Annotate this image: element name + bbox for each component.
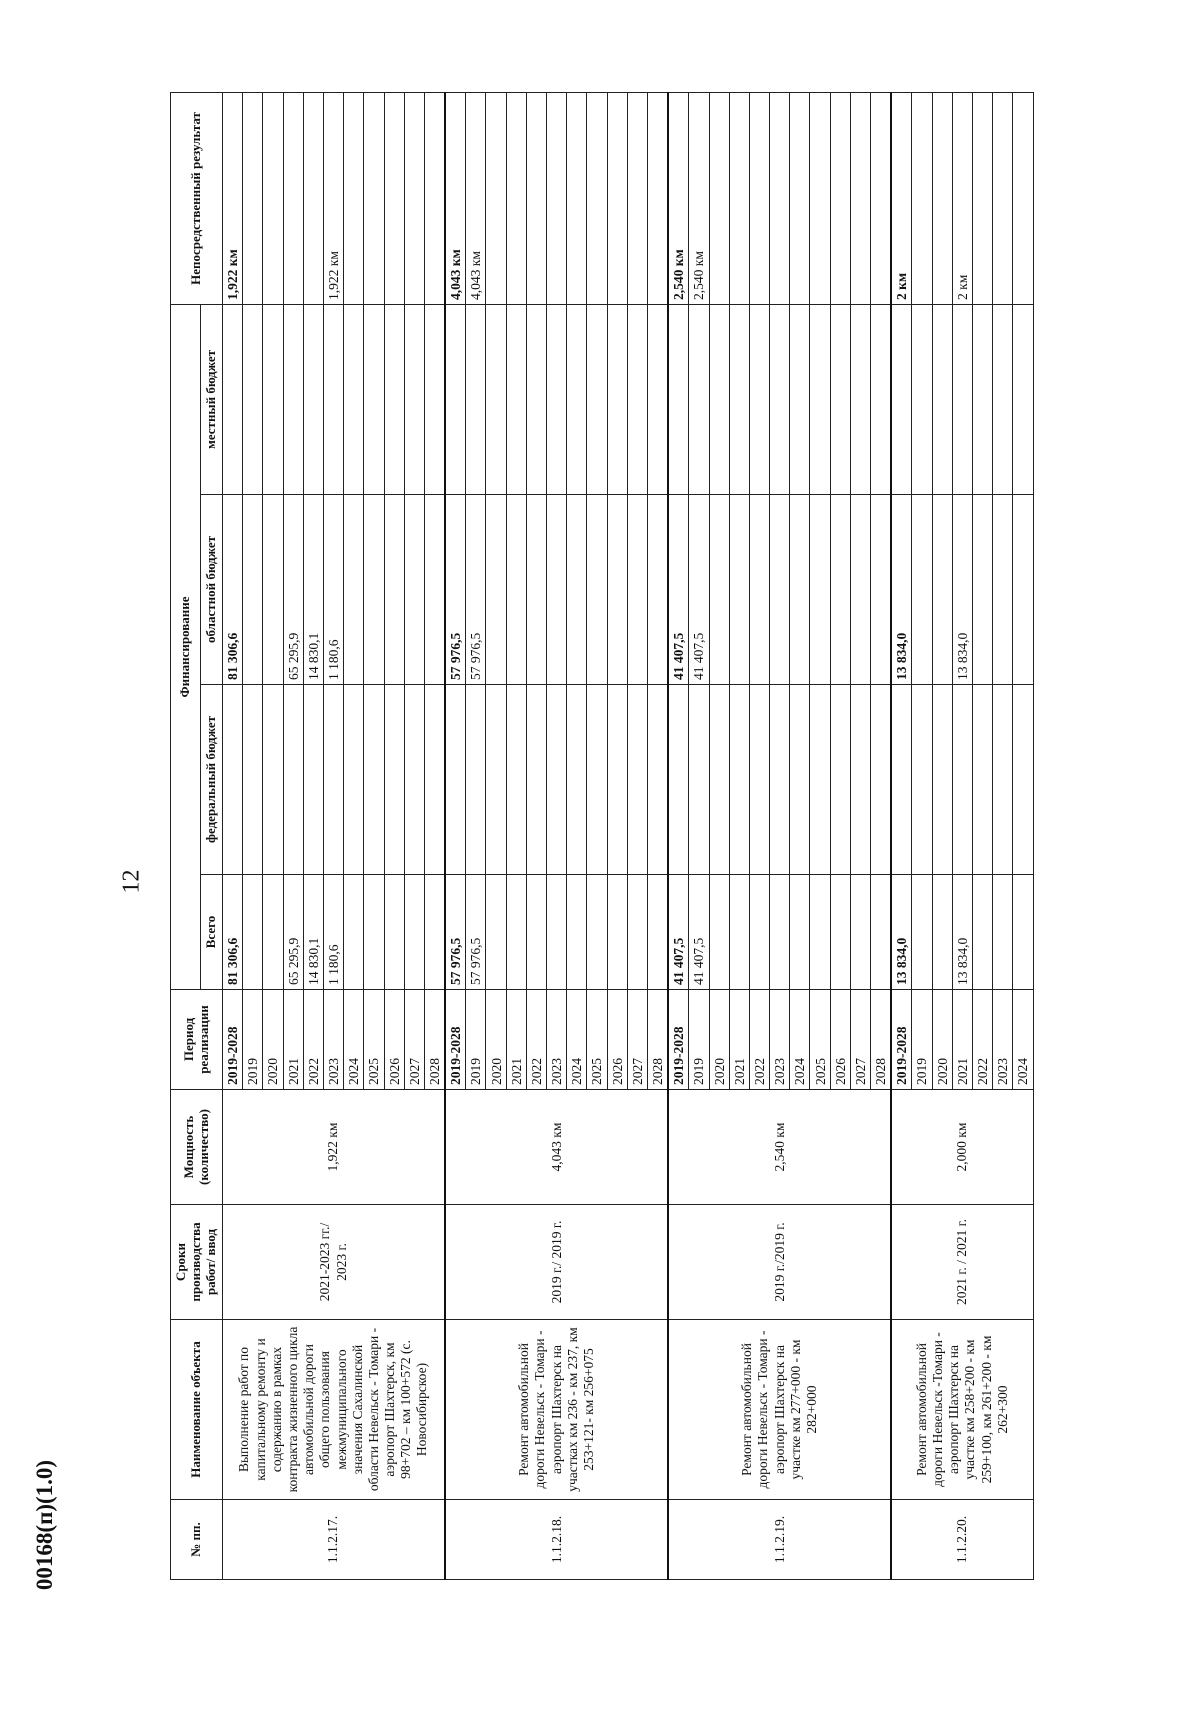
table-row: [891, 92, 912, 1579]
result-cell: [1013, 92, 1033, 304]
total-cell: 57 976,5: [466, 875, 486, 990]
result-cell: [384, 92, 404, 304]
local-cell: [850, 304, 870, 494]
period-cell: 2025: [810, 990, 830, 1090]
total-cell: [912, 875, 932, 990]
period-cell: 2023: [323, 990, 343, 1090]
period-cell: 2020: [932, 990, 952, 1090]
federal-cell: [263, 685, 283, 875]
result-cell: [486, 92, 506, 304]
period-cell: 2019-2028: [668, 990, 689, 1090]
regional-cell: 1 180,6: [323, 495, 343, 685]
federal-cell: [364, 685, 384, 875]
total-cell: [709, 875, 729, 990]
local-cell: [486, 304, 506, 494]
table-container: [170, 93, 1031, 1580]
local-cell: [729, 304, 749, 494]
result-cell: [607, 92, 627, 304]
total-cell: [263, 875, 283, 990]
header-federal: федеральный бюджет: [201, 685, 223, 875]
header-financing: Финансирование: [171, 304, 201, 989]
header-period: Период реализации: [171, 990, 223, 1090]
object-dates: 2021-2023 гг./ 2023 г.: [223, 1205, 446, 1320]
federal-cell: [790, 685, 810, 875]
local-cell: [993, 304, 1013, 494]
regional-cell: [871, 495, 892, 685]
result-cell: [790, 92, 810, 304]
result-cell: [627, 92, 647, 304]
federal-cell: [486, 685, 506, 875]
total-cell: [932, 875, 952, 990]
regional-cell: [790, 495, 810, 685]
result-cell: 1,922 км: [323, 92, 343, 304]
period-cell: 2020: [486, 990, 506, 1090]
period-cell: 2028: [647, 990, 668, 1090]
period-cell: 2019: [466, 990, 486, 1090]
local-cell: [263, 304, 283, 494]
federal-cell: [850, 685, 870, 875]
header-capacity: Мощность (количество): [171, 1090, 223, 1205]
regional-cell: [647, 495, 668, 685]
document-code: 00168(п)(1.0): [32, 1459, 57, 1591]
header-dates: Сроки производства работ/ ввод: [171, 1205, 223, 1320]
total-cell: [567, 875, 587, 990]
local-cell: [323, 304, 343, 494]
total-cell: [1013, 875, 1033, 990]
period-cell: 2022: [526, 990, 546, 1090]
regional-cell: [932, 495, 952, 685]
local-cell: [243, 304, 263, 494]
object-number: 1.1.2.19.: [668, 1500, 891, 1580]
total-cell: [547, 875, 567, 990]
result-cell: [344, 92, 364, 304]
regional-cell: [526, 495, 546, 685]
regional-cell: [506, 495, 526, 685]
object-name: Выполнение работ по капитальному ремонту и содержанию в рамках контракта жизненного цикла автомобильной дороги общего пользования межмуниципального значения Сахалинской области Невельск - Томари - аэропорт Шахтерск, км 98+702 – км 100+572 (с. Новосибирское): [223, 1320, 446, 1500]
federal-cell: [283, 685, 303, 875]
local-cell: [689, 304, 709, 494]
federal-cell: [587, 685, 607, 875]
federal-cell: [323, 685, 343, 875]
object-dates: 2019 г./ 2019 г.: [445, 1205, 668, 1320]
federal-cell: [932, 685, 952, 875]
federal-cell: [567, 685, 587, 875]
header-name: Наименование объекта: [171, 1320, 223, 1500]
local-cell: [627, 304, 647, 494]
local-cell: [567, 304, 587, 494]
result-cell: [567, 92, 587, 304]
federal-cell: [689, 685, 709, 875]
local-cell: [424, 304, 445, 494]
federal-cell: [830, 685, 850, 875]
period-cell: 2026: [830, 990, 850, 1090]
local-cell: [506, 304, 526, 494]
regional-cell: [344, 495, 364, 685]
federal-cell: [303, 685, 323, 875]
total-cell: [404, 875, 424, 990]
total-cell: [526, 875, 546, 990]
result-cell: 4,043 км: [445, 92, 466, 304]
period-cell: 2022: [303, 990, 323, 1090]
period-cell: 2028: [871, 990, 892, 1090]
regional-cell: [709, 495, 729, 685]
header-total: Всего: [201, 875, 223, 990]
object-dates: 2021 г. / 2021 г.: [891, 1205, 1033, 1320]
federal-cell: [607, 685, 627, 875]
period-cell: 2022: [749, 990, 769, 1090]
period-cell: 2019: [689, 990, 709, 1090]
object-number: 1.1.2.17.: [223, 1500, 446, 1580]
regional-cell: [486, 495, 506, 685]
total-cell: 1 180,6: [323, 875, 343, 990]
result-cell: [993, 92, 1013, 304]
period-cell: 2020: [709, 990, 729, 1090]
result-cell: 2,540 км: [668, 92, 689, 304]
local-cell: [364, 304, 384, 494]
total-cell: [790, 875, 810, 990]
local-cell: [871, 304, 892, 494]
period-cell: 2021: [506, 990, 526, 1090]
total-cell: 65 295,9: [283, 875, 303, 990]
local-cell: [344, 304, 364, 494]
period-cell: 2019-2028: [223, 990, 243, 1090]
table-row: [223, 92, 243, 1579]
regional-cell: 13 834,0: [952, 495, 972, 685]
result-cell: [506, 92, 526, 304]
federal-cell: [810, 685, 830, 875]
result-cell: [830, 92, 850, 304]
federal-cell: [223, 685, 243, 875]
period-cell: 2024: [790, 990, 810, 1090]
period-cell: 2028: [424, 990, 445, 1090]
total-cell: [749, 875, 769, 990]
table-body: [223, 92, 1034, 1579]
result-cell: [547, 92, 567, 304]
local-cell: [384, 304, 404, 494]
total-cell: [587, 875, 607, 990]
local-cell: [404, 304, 424, 494]
period-cell: 2019-2028: [445, 990, 466, 1090]
local-cell: [709, 304, 729, 494]
header-num: № пп.: [171, 1500, 223, 1580]
result-cell: [871, 92, 892, 304]
rotated-table: [170, 93, 1031, 1580]
regional-cell: 65 295,9: [283, 495, 303, 685]
federal-cell: [243, 685, 263, 875]
regional-cell: [749, 495, 769, 685]
object-number: 1.1.2.20.: [891, 1500, 1033, 1580]
local-cell: [445, 304, 466, 494]
federal-cell: [1013, 685, 1033, 875]
regional-cell: 57 976,5: [466, 495, 486, 685]
total-cell: [871, 875, 892, 990]
federal-cell: [729, 685, 749, 875]
total-cell: 13 834,0: [891, 875, 912, 990]
result-cell: [424, 92, 445, 304]
object-capacity: 1,922 км: [223, 1090, 446, 1205]
regional-cell: 41 407,5: [689, 495, 709, 685]
result-cell: 4,043 км: [466, 92, 486, 304]
object-dates: 2019 г./2019 г.: [668, 1205, 891, 1320]
regional-cell: 81 306,6: [223, 495, 243, 685]
regional-cell: [547, 495, 567, 685]
financing-table: [170, 92, 1034, 1580]
local-cell: [607, 304, 627, 494]
total-cell: 57 976,5: [445, 875, 466, 990]
regional-cell: [627, 495, 647, 685]
regional-cell: [567, 495, 587, 685]
federal-cell: [668, 685, 689, 875]
period-cell: 2023: [770, 990, 790, 1090]
local-cell: [647, 304, 668, 494]
regional-cell: [810, 495, 830, 685]
object-name: Ремонт автомобильной дороги Невельск -Томари - аэропорт Шахтерск на участке км 258+200 - км 259+100, км 261+200 - км 262+300: [891, 1320, 1033, 1500]
total-cell: [993, 875, 1013, 990]
local-cell: [466, 304, 486, 494]
federal-cell: [344, 685, 364, 875]
result-cell: 2 км: [891, 92, 912, 304]
result-cell: [263, 92, 283, 304]
result-cell: [303, 92, 323, 304]
period-cell: 2026: [607, 990, 627, 1090]
period-cell: 2019: [243, 990, 263, 1090]
total-cell: 41 407,5: [668, 875, 689, 990]
regional-cell: [830, 495, 850, 685]
period-cell: 2019-2028: [891, 990, 912, 1090]
local-cell: [830, 304, 850, 494]
federal-cell: [424, 685, 445, 875]
federal-cell: [871, 685, 892, 875]
total-cell: [364, 875, 384, 990]
result-cell: [709, 92, 729, 304]
object-capacity: 2,000 км: [891, 1090, 1033, 1205]
regional-cell: 41 407,5: [668, 495, 689, 685]
total-cell: [344, 875, 364, 990]
period-cell: 2021: [283, 990, 303, 1090]
total-cell: [243, 875, 263, 990]
federal-cell: [506, 685, 526, 875]
result-cell: [729, 92, 749, 304]
result-cell: [932, 92, 952, 304]
object-name: Ремонт автомобильной дороги Невельск - Томари - аэропорт Шахтерск на участке км 277+000 - км 282+000: [668, 1320, 891, 1500]
federal-cell: [466, 685, 486, 875]
total-cell: 13 834,0: [952, 875, 972, 990]
result-cell: [283, 92, 303, 304]
result-cell: [243, 92, 263, 304]
regional-cell: [384, 495, 404, 685]
local-cell: [283, 304, 303, 494]
local-cell: [223, 304, 243, 494]
total-cell: [607, 875, 627, 990]
federal-cell: [912, 685, 932, 875]
regional-cell: 13 834,0: [891, 495, 912, 685]
regional-cell: 14 830,1: [303, 495, 323, 685]
period-cell: 2021: [729, 990, 749, 1090]
result-cell: [749, 92, 769, 304]
federal-cell: [749, 685, 769, 875]
local-cell: [587, 304, 607, 494]
result-cell: [647, 92, 668, 304]
federal-cell: [404, 685, 424, 875]
regional-cell: [607, 495, 627, 685]
period-cell: 2024: [567, 990, 587, 1090]
regional-cell: [912, 495, 932, 685]
total-cell: [729, 875, 749, 990]
period-cell: 2022: [972, 990, 992, 1090]
result-cell: [810, 92, 830, 304]
regional-cell: 57 976,5: [445, 495, 466, 685]
result-cell: 2,540 км: [689, 92, 709, 304]
period-cell: 2024: [344, 990, 364, 1090]
result-cell: [972, 92, 992, 304]
regional-cell: [1013, 495, 1033, 685]
result-cell: 1,922 км: [223, 92, 243, 304]
federal-cell: [627, 685, 647, 875]
period-cell: 2024: [1013, 990, 1033, 1090]
period-cell: 2025: [364, 990, 384, 1090]
period-cell: 2027: [404, 990, 424, 1090]
federal-cell: [952, 685, 972, 875]
result-cell: [912, 92, 932, 304]
total-cell: [384, 875, 404, 990]
result-cell: [526, 92, 546, 304]
local-cell: [891, 304, 912, 494]
header-local: местный бюджет: [201, 304, 223, 494]
local-cell: [810, 304, 830, 494]
federal-cell: [547, 685, 567, 875]
period-cell: 2019: [912, 990, 932, 1090]
local-cell: [932, 304, 952, 494]
period-cell: 2026: [384, 990, 404, 1090]
federal-cell: [972, 685, 992, 875]
regional-cell: [263, 495, 283, 685]
result-cell: 2 км: [952, 92, 972, 304]
result-cell: [587, 92, 607, 304]
local-cell: [770, 304, 790, 494]
total-cell: 81 306,6: [223, 875, 243, 990]
local-cell: [303, 304, 323, 494]
period-cell: 2027: [627, 990, 647, 1090]
object-name: Ремонт автомобильной дороги Невельск - Томари - аэропорт Шахтерск на участках км 236 - км 237, км 253+121- км 256+075: [445, 1320, 668, 1500]
federal-cell: [384, 685, 404, 875]
federal-cell: [709, 685, 729, 875]
object-number: 1.1.2.18.: [445, 1500, 668, 1580]
federal-cell: [647, 685, 668, 875]
total-cell: [770, 875, 790, 990]
period-cell: 2027: [850, 990, 870, 1090]
total-cell: [424, 875, 445, 990]
header-regional: областной бюджет: [201, 495, 223, 685]
regional-cell: [364, 495, 384, 685]
regional-cell: [993, 495, 1013, 685]
total-cell: [647, 875, 668, 990]
header-result: Непосредственный результат: [171, 92, 223, 304]
result-cell: [850, 92, 870, 304]
page-number: 12: [118, 869, 145, 894]
object-capacity: 2,540 км: [668, 1090, 891, 1205]
total-cell: 41 407,5: [689, 875, 709, 990]
local-cell: [749, 304, 769, 494]
federal-cell: [526, 685, 546, 875]
result-cell: [404, 92, 424, 304]
total-cell: [972, 875, 992, 990]
regional-cell: [972, 495, 992, 685]
period-cell: 2023: [993, 990, 1013, 1090]
regional-cell: [404, 495, 424, 685]
local-cell: [668, 304, 689, 494]
federal-cell: [891, 685, 912, 875]
period-cell: 2025: [587, 990, 607, 1090]
total-cell: [850, 875, 870, 990]
regional-cell: [729, 495, 749, 685]
table-row: [668, 92, 689, 1579]
total-cell: [486, 875, 506, 990]
federal-cell: [770, 685, 790, 875]
local-cell: [526, 304, 546, 494]
object-capacity: 4,043 км: [445, 1090, 668, 1205]
regional-cell: [770, 495, 790, 685]
regional-cell: [243, 495, 263, 685]
regional-cell: [587, 495, 607, 685]
regional-cell: [850, 495, 870, 685]
total-cell: [506, 875, 526, 990]
local-cell: [1013, 304, 1033, 494]
local-cell: [952, 304, 972, 494]
total-cell: 14 830,1: [303, 875, 323, 990]
total-cell: [810, 875, 830, 990]
local-cell: [972, 304, 992, 494]
total-cell: [627, 875, 647, 990]
local-cell: [912, 304, 932, 494]
federal-cell: [445, 685, 466, 875]
table-row: [445, 92, 466, 1579]
local-cell: [547, 304, 567, 494]
result-cell: [770, 92, 790, 304]
period-cell: 2023: [547, 990, 567, 1090]
period-cell: 2021: [952, 990, 972, 1090]
regional-cell: [424, 495, 445, 685]
federal-cell: [993, 685, 1013, 875]
local-cell: [790, 304, 810, 494]
period-cell: 2020: [263, 990, 283, 1090]
result-cell: [364, 92, 384, 304]
total-cell: [830, 875, 850, 990]
